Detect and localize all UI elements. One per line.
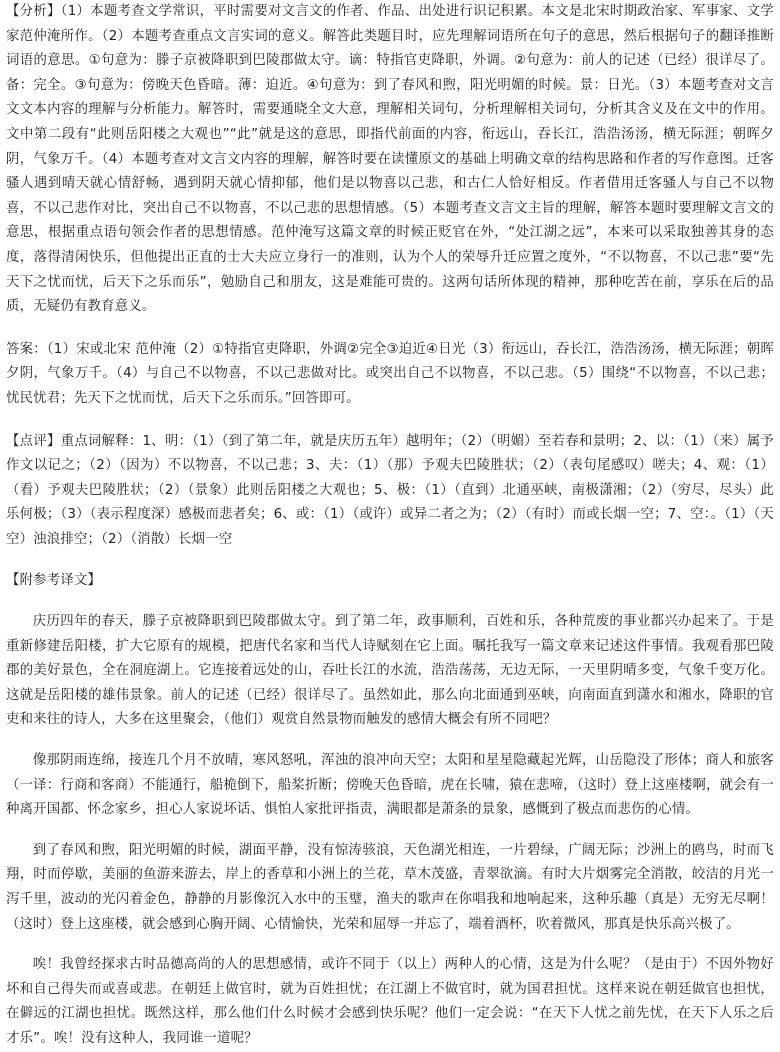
translation-paragraph: 像那阴雨连绵，接连几个月不放晴，寒风怒吼，浑浊的浪冲向天空；太阳和星星隐藏起光辉，山岳隐没了形体；商人和旅客（一译：行商和客商）不能通行，船桅倒下，船桨折断；傍晚天色昏暗，虎在长啸，猿在悲啼，（这时）登上这座楼啊，就会有一种离开国都、怀念家乡，担心人家说坏话、惧怕人家批评指责，满眼都是萧条的景象，感慨到了极点而悲伤的心情。 [6, 753, 774, 818]
answer-paragraph: 答案：（1）宋或北宋 范仲淹（2）①特指官吏降职，外调②完全③迫近④日光（3）衔远山，吞长江，浩浩汤汤，横无际涯；朝晖夕阴，气象万千。（4）与自己不以物喜，不以己悲做对比。或突出自己不以物喜，不以己悲。（5）围绕“不以物喜，不以己悲；忧民忧君；先天下之忧而忧，后天下之乐而乐。”回答即可。 [6, 341, 774, 406]
review-paragraph: 【点评】重点词解释：1、明：（1）（到了第二年，就是庆历五年）越明年；（2）（明媚）至若春和景明；2、以：（1）（来）属予作文以记之；（2）（因为）不以物喜，不以己悲；3、夫：（1）（那）予观夫巴陵胜状；（2）（表句尾感叹）嗟夫；4、观：（1）（看）予观夫巴陵胜状；（2）（景象）此则岳阳楼之大观也；5、极：（1）（直到）北通巫峡，南极潇湘；（2）（穷尽，尽头）此乐何极；（3）（表示程度深）感极而悲者矣；6、或：（1）（或许）或异二者之为；（2）（有时）而或长烟一空；7、空：。（1）（天空）浊浪排空；（2）（消散）长烟一空 [6, 433, 774, 547]
translation-paragraph: 到了春风和煦，阳光明媚的时候，湖面平静，没有惊涛骇浪，天色湖光相连，一片碧绿，广阔无际；沙洲上的鸥鸟，时而飞翔，时而停歇，美丽的鱼游来游去，岸上的香草和小洲上的兰花，草木茂盛，青翠欲滴。有时大片烟雾完全消散，皎洁的月光一泻千里，波动的光闪着金色，静静的月影像沉入水中的玉璧，渔夫的歌声在你唱我和地响起来，这种乐趣（真是）无穷无尽啊！（这时）登上这座楼，就会感到心胸开阔、心情愉快，光荣和屈辱一并忘了，端着酒杯，吹着微风，那真是快乐高兴极了。 [6, 842, 774, 932]
translation-paragraph: 庆历四年的春天，滕子京被降职到巴陵郡做太守。到了第二年，政事顺利，百姓和乐，各种荒废的事业都兴办起来了。于是重新修建岳阳楼，扩大它原有的规模，把唐代名家和当代人诗赋刻在它上面。嘱托我写一篇文章来记述这件事情。我观看那巴陵郡的美好景色，全在洞庭湖上。它连接着远处的山，吞吐长江的水流，浩浩荡荡，无边无际，一天里阴晴多变，气象千变万化。这就是岳阳楼的雄伟景象。前人的记述（已经）很详尽了。虽然如此，那么向北面通到巫峡，向南面直到潇水和湘水，降职的官吏和来往的诗人，大多在这里聚会，（他们）观赏自然景物而触发的感情大概会有所不同吧？ [6, 614, 774, 728]
translation-heading: 【附参考译文】 [6, 573, 102, 589]
analysis-paragraph: 【分析】（1）本题考查文学常识，平时需要对文言文的作者、作品、出处进行识记积累。本文是北宋时期政治家、军事家、文学家范仲淹所作。（2）本题考查重点文言实词的意义。解答此类题目时，应先理解词语所在句子的意思，然后根据句子的翻译推断词语的意思。①句意为：滕子京被降职到巴陵郡做太守。谪：特指官吏降职，外调。②句意为：前人的记述（已经）很详尽了。备：完全。③句意为：傍晚天色昏暗。薄：迫近。④句意为：到了春风和煦，阳光明媚的时候。景：日光。（3）本题考查对文言文文本内容的理解与分析能力。解答时，需要通晓全文大意，理解相关词句，分析理解相关词句，分析其含义及在文中的作用。文中第二段有“此则岳阳楼之大观也”“此”就是这的意思，即指代前面的内容，衔远山，吞长江，浩浩汤汤，横无际涯；朝晖夕阴，气象万千。（4）本题考查对文言文内容的理解，解答时要在读懂原文的基础上明确文章的结构思路和作者的写作意图。迁客骚人遇到晴天就心情舒畅，遇到阴天就心情抑郁，他们是以物喜以己悲，和古仁人恰好相反。作者借用迁客骚人与自己不以物喜，不以己悲作对比，突出自己不以物喜，不以己悲的思想情感。（5）本题考查文言文主旨的理解，解答本题时要理解文言文的意思，根据重点语句领会作者的思想情感。范仲淹写这篇文章的时候正贬官在外，“处江湖之远”，本来可以采取独善其身的态度，落得清闲快乐，但他提出正直的士大夫应立身行一的准则，认为个人的荣辱升迁应置之度外，“不以物喜，不以己悲”要“先天下之忧而忧，后天下之乐而乐”，勉励自己和朋友，这是难能可贵的。这两句话所体现的精神，那种吃苦在前，享乐在后的品质，无疑仍有教育意义。 [6, 4, 774, 315]
translation-paragraph: 唉！我曾经探求古时品德高尚的人的思想感情，或许不同于（以上）两种人的心情，这是为什么呢？（是由于）不因外物好坏和自己得失而或喜或悲。在朝廷上做官时，就为百姓担忧；在江湖上不做官时，就为国君担忧。这样来说在朝廷做官也担忧，在僻远的江湖也担忧。既然这样，那么他们什么时候才会感到快乐呢？他们一定会说：“在天下人忧之前先忧，在天下人乐之后才乐”。唉！没有这种人，我同谁一道呢？ [6, 957, 774, 1046]
